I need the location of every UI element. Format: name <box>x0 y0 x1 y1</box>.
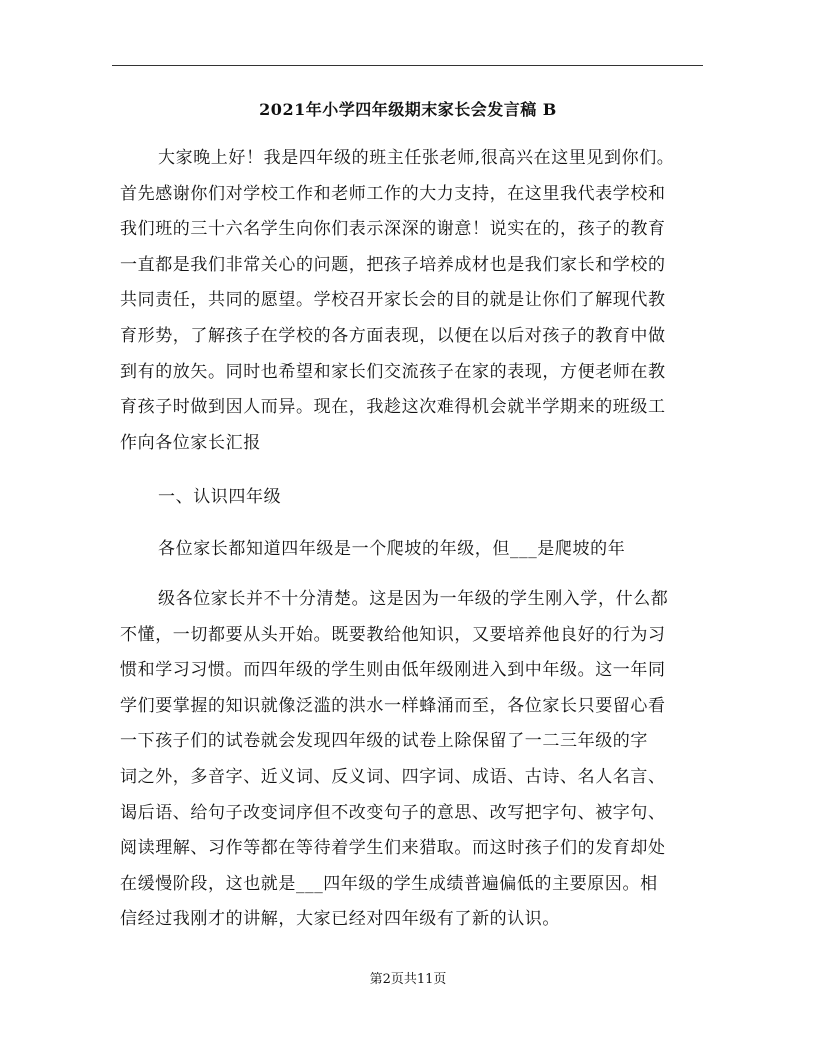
text-line: 作向各位家长汇报 <box>120 432 261 453</box>
heading-text: 一、认识四年级 <box>158 487 282 507</box>
text-line: 首先感谢你们对学校工作和老师工作的大力支持，在这里我代表学校和 <box>120 183 666 204</box>
page-number-footer: 第2页共11页 <box>369 972 447 987</box>
document-title: 2021年小学四年级期末家长会发言稿 B <box>259 100 557 119</box>
text-line: 一直都是我们非常关心的问题，把孩子培养成材也是我们家长和学校的 <box>120 254 666 275</box>
text-line: 育孩子时做到因人而异。现在，我趁这次难得机会就半学期来的班级工 <box>120 397 666 418</box>
text-line: 在缓慢阶段，这也就是___四年级的学生成绩普遍偏低的主要原因。相 <box>120 873 658 894</box>
text-line: 学们要掌握的知识就像泛滥的洪水一样蜂涌而至，各位家长只要留心看 <box>120 695 666 716</box>
text-line: 各位家长都知道四年级是一个爬坡的年级，但___是爬坡的年 <box>158 539 626 559</box>
paragraph-section-body <box>120 582 710 938</box>
text-line: 惯和学习习惯。而四年级的学生则由低年级刚进入到中年级。这一年同 <box>120 660 666 681</box>
header-rule <box>112 65 703 66</box>
text-line: 阅读理解、习作等都在等待着学生们来猎取。而这时孩子们的发育却处 <box>120 838 666 859</box>
section-heading <box>120 480 710 516</box>
paragraph-section-lead <box>120 532 710 568</box>
paragraph-intro <box>120 141 710 461</box>
text-line: 育形势，了解孩子在学校的各方面表现，以便在以后对孩子的教育中做 <box>120 325 666 346</box>
text-line: 信经过我刚才的讲解，大家已经对四年级有了新的认识。 <box>120 909 560 930</box>
text-line: 我们班的三十六名学生向你们表示深深的谢意！说实在的，孩子的教育 <box>120 219 666 240</box>
text-line: 到有的放矢。同时也希望和家长们交流孩子在家的表现，方便老师在教 <box>120 361 666 382</box>
text-line: 不懂，一切都要从头开始。既要教给他知识，又要培养他良好的行为习 <box>120 624 666 645</box>
text-line: 大家晚上好！我是四年级的班主任张老师,很高兴在这里见到你们。 <box>158 148 675 168</box>
text-line: 级各位家长并不十分清楚。这是因为一年级的学生刚入学，什么都 <box>158 589 669 609</box>
text-line: 一下孩子们的试卷就会发现四年级的试卷上除保留了一二三年级的字 <box>120 731 648 752</box>
text-line: 谒后语、给句子改变词序但不改变句子的意思、改写把字句、被字句、 <box>120 802 666 823</box>
text-line: 词之外，多音字、近义词、反义词、四字词、成语、古诗、名人名言、 <box>120 766 666 787</box>
text-line: 共同责任，共同的愿望。学校召开家长会的目的就是让你们了解现代教 <box>120 290 666 311</box>
